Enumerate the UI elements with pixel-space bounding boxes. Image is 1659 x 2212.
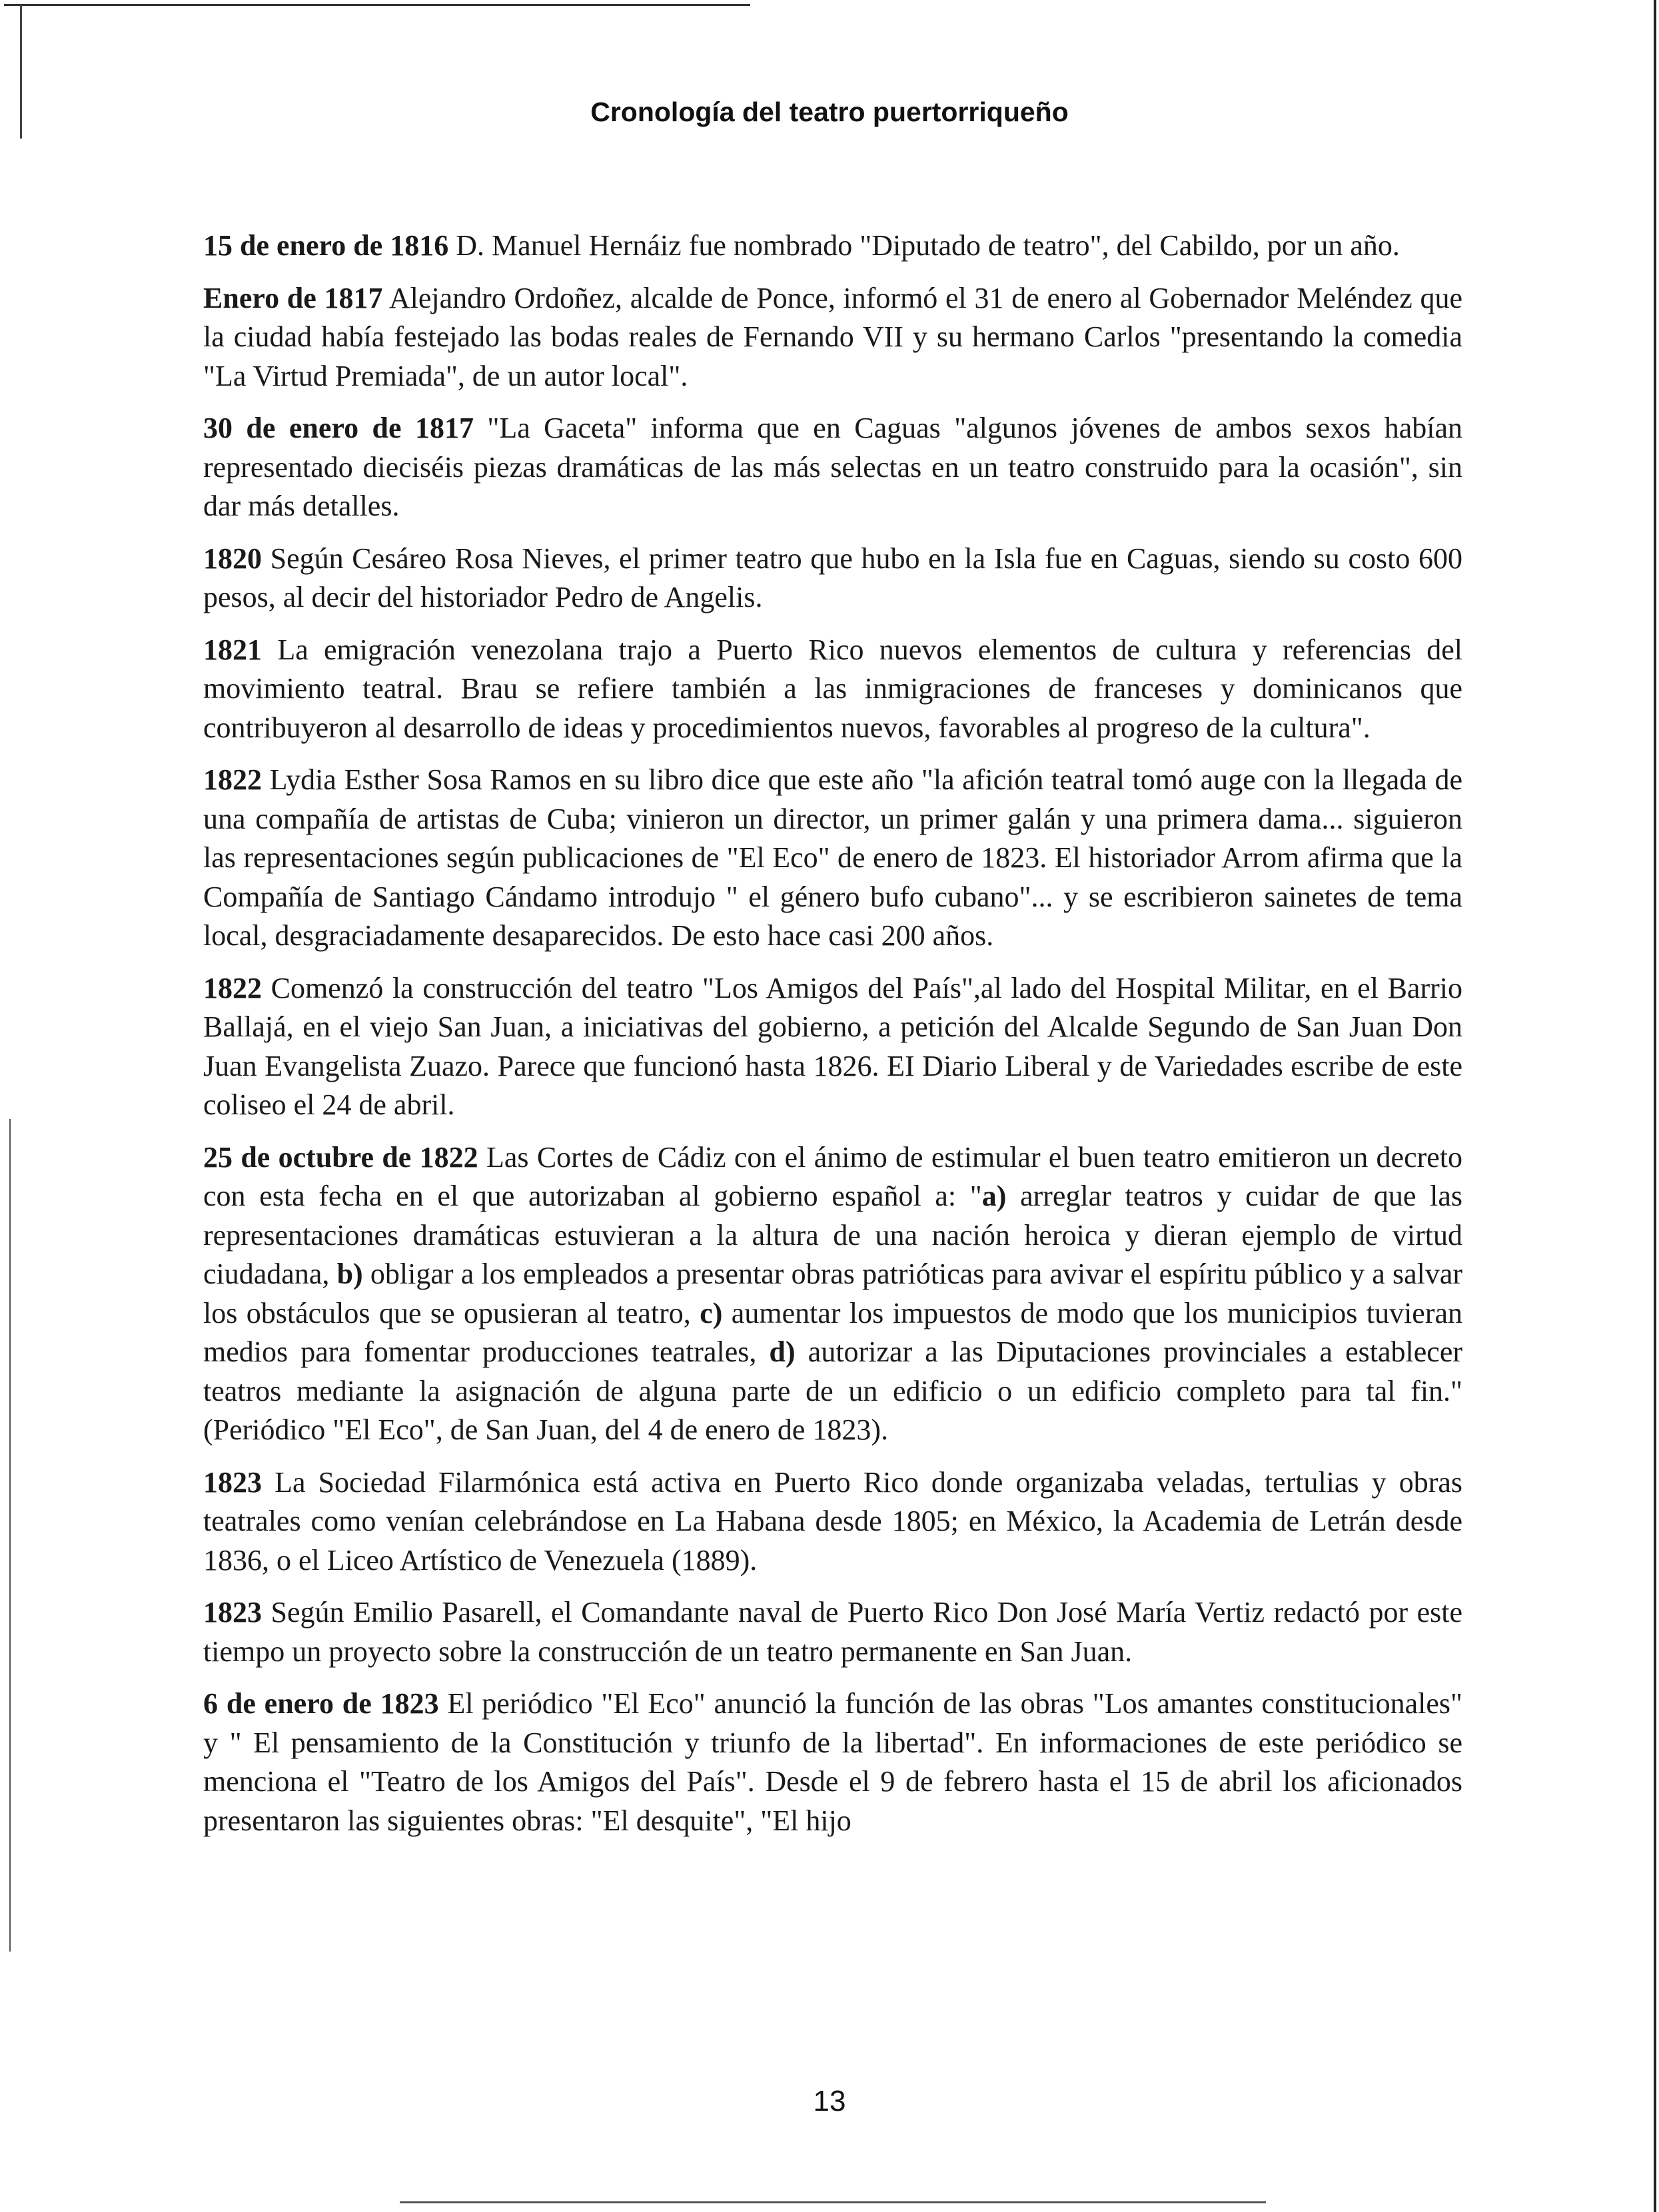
chronology-entry [203, 631, 1462, 748]
entry-text: La Sociedad Filarmónica está activa en Puerto Rico donde organizaba veladas, tertulias y obras teatrales como venían celebrándose en La Habana desde 1805; en México, la Academia de Letrán desde 1836, o el Liceo Artístico de Venezuela (1889). [203, 1465, 1463, 1577]
entry-date: 1822 [203, 763, 262, 796]
entry-date: 30 de enero de 1817 [203, 412, 474, 444]
chronology-entry [203, 1463, 1462, 1581]
chronology-entry [203, 409, 1462, 526]
entry-text: Alejandro Ordoñez, alcalde de Ponce, informó el 31 de enero al Gobernador Meléndez que la ciudad había festejado las bodas reales de Fernando VII y su hermano Carlos "presentando la comedia "La Virtud Premiada", de un autor local". [203, 281, 1462, 392]
entry-date: 1821 [203, 633, 262, 666]
entry-date: 1823 [203, 1465, 262, 1499]
entry-text: Las Cortes de Cádiz con el ánimo de estimular el buen teatro emitieron un decreto con esta fecha en el que autorizaban al gobierno español a: " [203, 1140, 1463, 1212]
chronology-entry [203, 540, 1462, 617]
decree-item-marker: b) [336, 1258, 363, 1290]
chronology-body [203, 226, 1462, 1854]
entry-text: aumentar los impuestos de modo que los municipios tuvieran medios para fomentar producciones teatrales, [203, 1296, 1462, 1368]
scan-edge-bottom [400, 2201, 1266, 2203]
decree-item-marker: c) [700, 1296, 723, 1329]
entry-date: 6 de enero de 1823 [203, 1687, 439, 1720]
entry-text: Según Emilio Pasarell, el Comandante naval de Puerto Rico Don José María Vertiz redactó por este tiempo un proyecto sobre la construcción de un teatro permanente en San Juan. [203, 1596, 1463, 1668]
page-number: 13 [813, 2085, 846, 2117]
entry-text: D. Manuel Hernáiz fue nombrado "Diputado de teatro", del Cabildo, por un año. [456, 229, 1400, 262]
entry-date: 1823 [203, 1596, 262, 1629]
entry-date: Enero de 1817 [203, 281, 383, 314]
chronology-entry [203, 1138, 1462, 1450]
scan-edge-left-lower [9, 1119, 11, 1952]
chronology-entry [203, 226, 1462, 266]
decree-item-marker: a) [981, 1180, 1007, 1212]
entry-text: autorizar a las Diputaciones provinciales a establecer teatros mediante la asignación de alguna parte de un edificio o un edificio completo para tal fin." (Periódico "El Eco", de San Juan, del 4 de enero de 1823). [203, 1335, 1462, 1446]
entry-text: Lydia Esther Sosa Ramos en su libro dice que este año "la afición teatral tomó auge con la llegada de una compañía de artistas de Cuba; vinieron un director, un primer galán y una primera dama... siguieron las representaciones según publicaciones de "El Eco" de enero de 1823. El historiador Arrom afirma que la Compañía de Santiago Cándamo introdujo " el género bufo cubano"... y se escribieron sainetes de tema local, desgraciadamente desaparecidos. De esto hace casi 200 años. [203, 763, 1463, 952]
entry-text: arreglar teatros y cuidar de que las representaciones dramáticas estuvieran a la altura de una nación heroica y dieran ejemplo de virtud ciudadana, [203, 1180, 1462, 1290]
chronology-entry [203, 969, 1462, 1125]
entry-date: 25 de octubre de 1822 [203, 1140, 478, 1174]
entry-text: El periódico "El Eco" anunció la función de las obras "Los amantes constitucionales" y " El pensamiento de la Constitución y triunfo de la libertad". En informaciones de este periódico se menciona el "Teatro de los Amigos del País". Desde el 9 de febrero hasta el 15 de abril los aficionados presentaron las siguientes obras: "El desquite", "El hijo [203, 1687, 1463, 1837]
entry-date: 15 de enero de 1816 [203, 229, 449, 262]
chronology-entry [203, 761, 1462, 956]
entry-text: obligar a los empleados a presentar obras patrióticas para avivar el espíritu público y a salvar los obstáculos que se opusieran al teatro, [203, 1258, 1463, 1329]
entry-date: 1822 [203, 971, 262, 1004]
chronology-entry [203, 1593, 1462, 1671]
chronology-entry [203, 1684, 1462, 1840]
decree-item-marker: d) [769, 1335, 796, 1368]
entry-text: "La Gaceta" informa que en Caguas "algunos jóvenes de ambos sexos habían representado dieciséis piezas dramáticas de las más selectas en un teatro construido para la ocasión", sin dar más detalles. [203, 412, 1463, 522]
scan-edge-right [1654, 0, 1656, 2212]
chronology-entry [203, 279, 1462, 396]
scan-edge-top [4, 4, 750, 6]
entry-date: 1820 [203, 542, 262, 575]
entry-text: Comenzó la construcción del teatro "Los Amigos del País",al lado del Hospital Militar, en el Barrio Ballajá, en el viejo San Juan, a iniciativas del gobierno, a petición del Alcalde Segundo de San Juan Don Juan Evangelista Zuazo. Parece que funcionó hasta 1826. EI Diario Liberal y de Variedades escribe de este coliseo el 24 de abril. [203, 971, 1462, 1121]
running-header: Cronología del teatro puertorriqueño [590, 97, 1069, 127]
entry-text: Según Cesáreo Rosa Nieves, el primer teatro que hubo en la Isla fue en Caguas, siendo su costo 600 pesos, al decir del historiador Pedro de Angelis. [203, 542, 1462, 613]
entry-text: La emigración venezolana trajo a Puerto Rico nuevos elementos de cultura y referencias del movimiento teatral. Brau se refiere también a las inmigraciones de franceses y dominicanos que contribuyeron al desarrollo de ideas y procedimientos nuevos, favorables al progreso de la cultura". [203, 633, 1463, 744]
